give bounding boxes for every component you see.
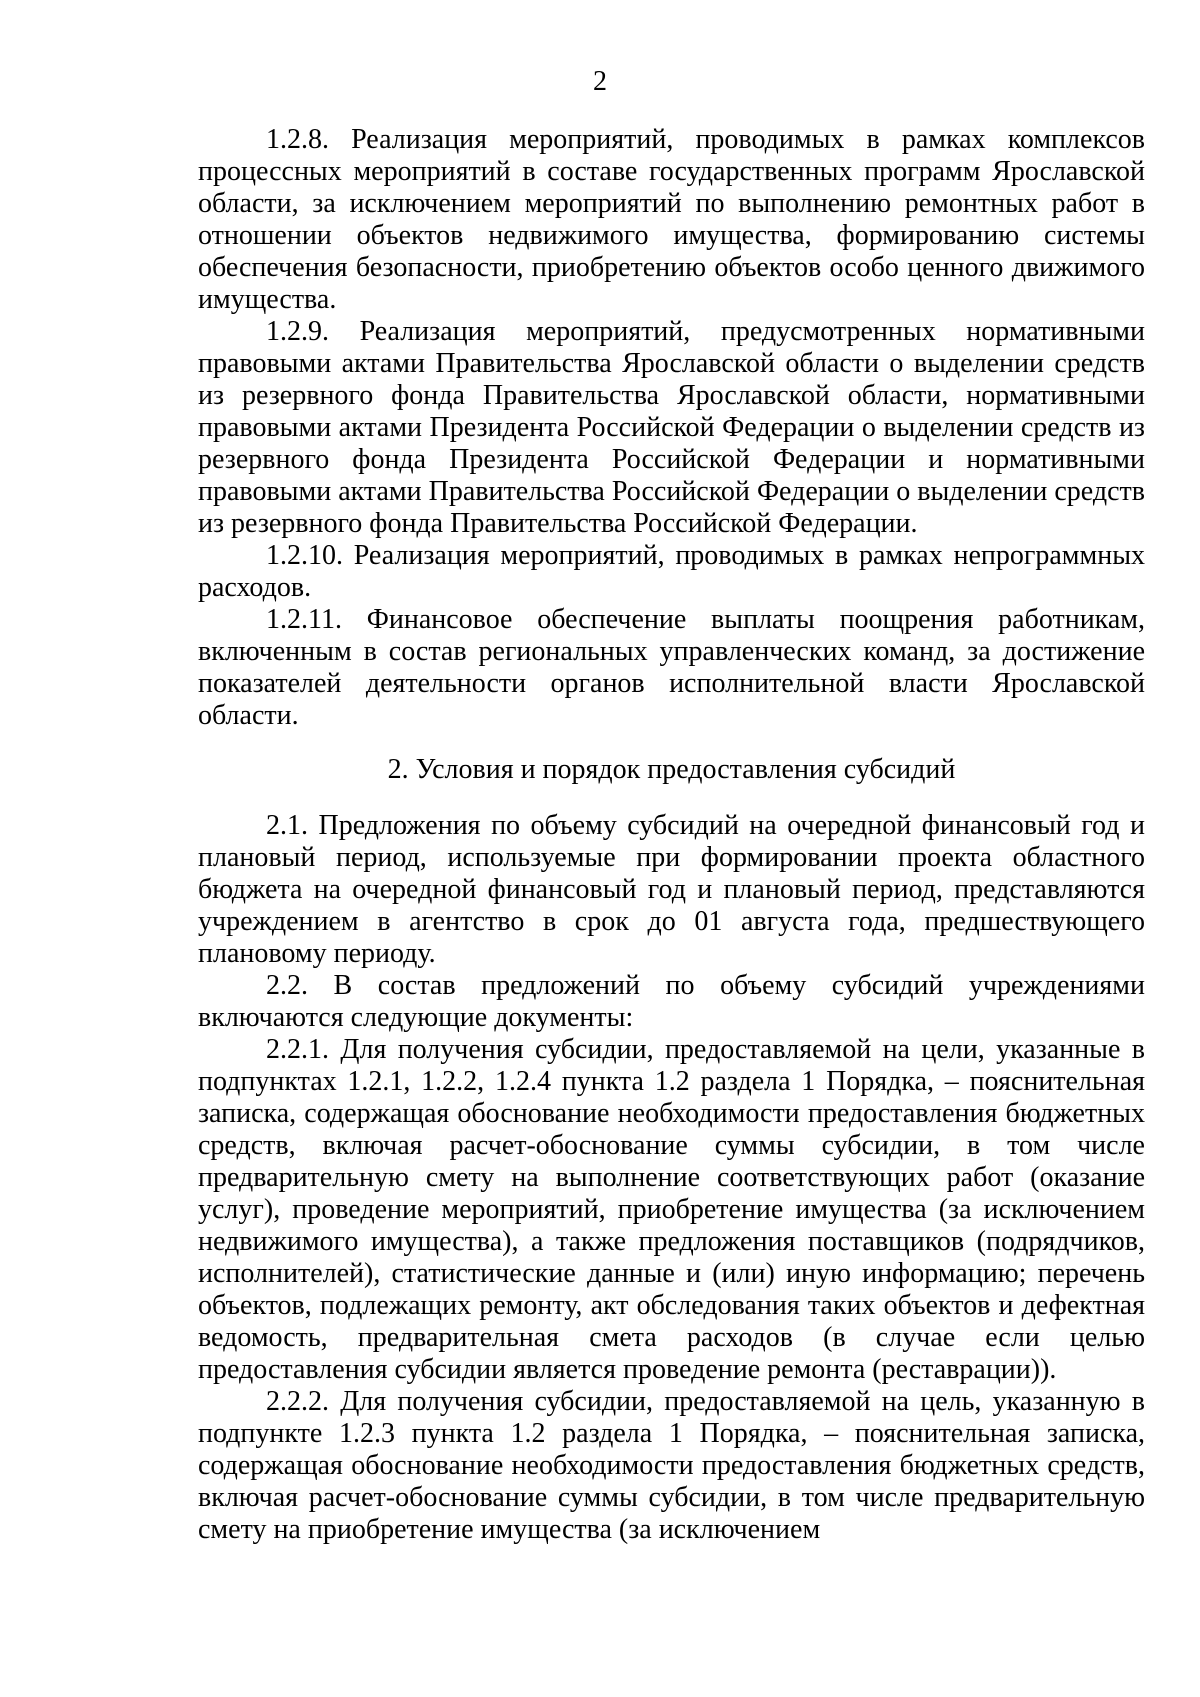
paragraph-1-2-11: 1.2.11. Финансовое обеспечение выплаты поощрения работникам, включенным в состав региональных управленческих команд, за достижение показателей деятельности органов исполнительной власти Ярославской области. [198,604,1145,731]
document-body [198,124,1145,1546]
paragraph-2-2: 2.2. В состав предложений по объему субсидий учреждениями включаются следующие документы: [198,970,1145,1033]
paragraph-1-2-8: 1.2.8. Реализация мероприятий, проводимых в рамках комплексов процессных мероприятий в составе государственных программ Ярославской области, за исключением мероприятий по выполнению ремонтных работ в отношении объектов недвижимого имущества, формированию системы обеспечения безопасности, приобретению объектов особо ценного движимого имущества. [198,124,1145,315]
section-heading: 2. Условия и порядок предоставления субсидий [387,754,956,785]
paragraph-1-2-9: 1.2.9. Реализация мероприятий, предусмотренных нормативными правовыми актами Правительства Ярославской области о выделении средств из резервного фонда Правительства Ярославской области, нормативными правовыми актами Президента Российской Федерации о выделении средств из резервного фонда Президента Российской Федерации и нормативными правовыми актами Правительства Российской Федерации о выделении средств из резервного фонда Правительства Российской Федерации. [198,316,1145,539]
page-number: 2 [593,66,607,97]
paragraph-2-2-1: 2.2.1. Для получения субсидии, предоставляемой на цели, указанные в подпунктах 1.2.1, 1.2.2, 1.2.4 пункта 1.2 раздела 1 Порядка, – пояснительная записка, содержащая обоснование необходимости предоставления бюджетных средств, включая расчет-обоснование суммы субсидии, в том числе предварительную смету на выполнение соответствующих работ (оказание услуг), проведение мероприятий, приобретение имущества (за исключением недвижимого имущества), а также предложения поставщиков (подрядчиков, исполнителей), статистические данные и (или) иную информацию; перечень объектов, подлежащих ремонту, акт обследования таких объектов и дефектная ведомость, предварительная смета расходов (в случае если целью предоставления субсидии является проведение ремонта (реставрации)). [198,1034,1145,1385]
paragraph-2-2-2: 2.2.2. Для получения субсидии, предоставляемой на цель, указанную в подпункте 1.2.3 пункта 1.2 раздела 1 Порядка, – пояснительная записка, содержащая обоснование необходимости предоставления бюджетных средств, включая расчет-обоснование суммы субсидии, в том числе предварительную смету на приобретение имущества (за исключением [198,1386,1145,1545]
paragraph-1-2-10: 1.2.10. Реализация мероприятий, проводимых в рамках непрограммных расходов. [198,540,1145,603]
paragraph-2-1: 2.1. Предложения по объему субсидий на очередной финансовый год и плановый период, используемые при формировании проекта областного бюджета на очередной финансовый год и плановый период, представляются учреждением в агентство в срок до 01 августа года, предшествующего плановому периоду. [198,810,1145,969]
